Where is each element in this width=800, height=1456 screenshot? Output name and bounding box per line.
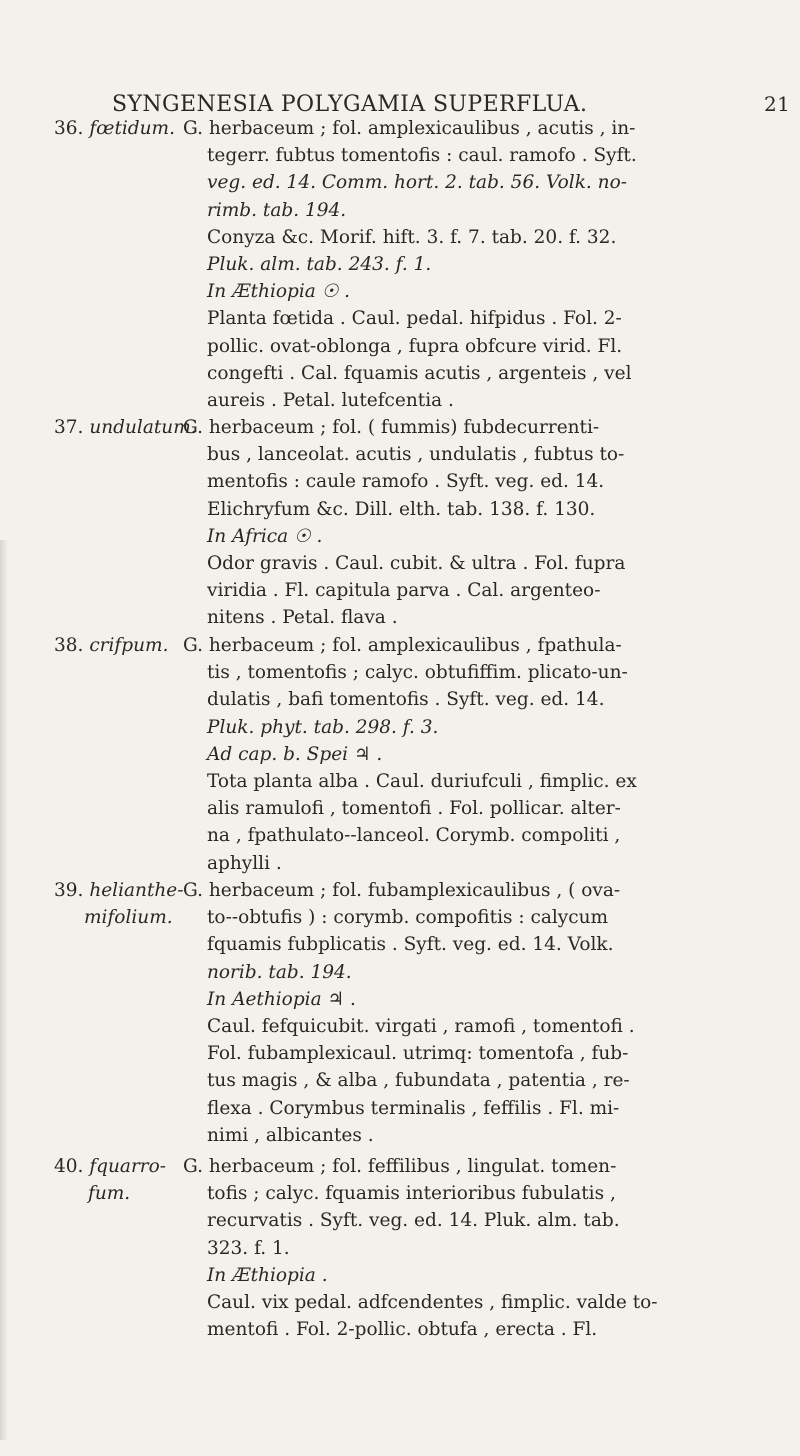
entry-label [54, 1153, 204, 1180]
species-epithet: fœtidum. [89, 118, 175, 139]
entry-number: 37. [54, 417, 84, 438]
entry-number: 38. [54, 635, 84, 656]
text-line: tofis ; calyc. fquamis interioribus fubulatis , [207, 1183, 616, 1205]
text-line: In Æthiopia . [207, 1264, 328, 1286]
text-line: Pluk. phyt. tab. 298. f. 3. [207, 716, 439, 738]
entry-text [183, 115, 783, 414]
text-line: tis , tomentofis ; calyc. obtufiffim. plicato-un- [207, 662, 628, 684]
text-line: Caul. fefquicubit. virgati , ramofi , tomentofi . [207, 1015, 635, 1037]
text-line: fquamis fubplicatis . Syft. veg. ed. 14. Volk. [207, 934, 614, 956]
text-line: pollic. ovat-oblonga , fupra obfcure virid. Fl. [207, 335, 623, 357]
entry-text [183, 632, 783, 877]
entry-text [183, 1153, 783, 1343]
page-edge-shadow [0, 540, 8, 1440]
text-line: Tota planta alba . Caul. duriufculi , fimplic. ex [207, 770, 637, 792]
text-line: In Æthiopia ☉ . [207, 281, 351, 303]
entry-number: 36. [54, 118, 84, 139]
text-line: Elichryfum &c. Dill. elth. tab. 138. f. 130. [207, 498, 596, 520]
text-line: G. herbaceum ; fol. fubamplexicaulibus , ( ova- [183, 880, 621, 901]
page-number: 21 [764, 92, 791, 116]
text-line: flexa . Corymbus terminalis , feffilis . Fl. mi- [207, 1097, 620, 1119]
species-epithet-continued: fum. [88, 1183, 131, 1204]
text-line: Planta fœtida . Caul. pedal. hifpidus . Fol. 2- [207, 308, 622, 330]
text-line: mentofi . Fol. 2-pollic. obtufa , erecta . Fl. [207, 1319, 598, 1341]
text-line: to--obtufis ) : corymb. compofitis : calycum [207, 907, 609, 929]
text-line: Conyza &c. Morif. hift. 3. f. 7. tab. 20. f. 32. [207, 226, 617, 248]
text-line: Pluk. alm. tab. 243. f. 1. [207, 253, 432, 275]
text-line: rimb. tab. 194. [207, 199, 347, 221]
entry-label [54, 632, 204, 659]
entry-text [183, 877, 783, 1149]
text-line: aphylli . [207, 852, 282, 874]
text-line: mentofis : caule ramofo . Syft. veg. ed. 14. [207, 471, 605, 493]
text-line: In Aethiopia ♃ . [207, 988, 356, 1010]
entry-number: 40. [54, 1156, 84, 1177]
text-line: norib. tab. 194. [207, 961, 352, 983]
species-epithet: crifpum. [89, 635, 169, 656]
text-line: G. herbaceum ; fol. ( fummis) fubdecurrenti- [183, 417, 600, 438]
text-line: na , fpathulato--lanceol. Corymb. compoliti , [207, 825, 621, 847]
running-title: SYNGENESIA POLYGAMIA SUPERFLUA. [112, 92, 588, 117]
text-line: Odor gravis . Caul. cubit. & ultra . Fol. fupra [207, 552, 626, 574]
entry-number: 39. [54, 880, 84, 901]
text-line: Caul. vix pedal. adfcendentes , fimplic. valde to- [207, 1291, 658, 1313]
text-line: recurvatis . Syft. veg. ed. 14. Pluk. alm. tab. [207, 1210, 620, 1232]
text-line: nimi , albicantes . [207, 1124, 374, 1146]
text-line: viridia . Fl. capitula parva . Cal. argenteo- [207, 580, 601, 602]
species-epithet: helianthe- [89, 880, 184, 901]
text-line: In Africa ☉ . [207, 525, 323, 547]
text-line: G. herbaceum ; fol. amplexicaulibus , fpathula- [183, 635, 622, 656]
text-line: nitens . Petal. flava . [207, 607, 398, 629]
text-line: tus magis , & alba , fubundata , patentia , re- [207, 1070, 630, 1092]
text-line: Ad cap. b. Spei ♃ . [207, 743, 383, 765]
text-line: tegerr. fubtus tomentofis : caul. ramofo . Syft. [207, 145, 637, 167]
entry-label [54, 115, 204, 142]
species-epithet: fquarro- [89, 1156, 167, 1177]
text-line: veg. ed. 14. Comm. hort. 2. tab. 56. Volk. no- [207, 172, 627, 194]
species-epithet-continued: mifolium. [84, 907, 173, 928]
text-line: bus , lanceolat. acutis , undulatis , fubtus to- [207, 444, 625, 466]
entry-label [54, 877, 204, 904]
text-line: Fol. fubamplexicaul. utrimq: tomentofa , fub- [207, 1043, 629, 1065]
text-line: aureis . Petal. lutefcentia . [207, 389, 454, 411]
text-line: dulatis , bafi tomentofis . Syft. veg. ed. 14. [207, 689, 605, 711]
entry-label [54, 414, 204, 441]
text-line: 323. f. 1. [207, 1237, 290, 1259]
text-line: alis ramulofi , tomentofi . Fol. pollicar. alter- [207, 798, 621, 820]
species-epithet: undulatum. [89, 417, 197, 438]
entry-text [183, 414, 783, 632]
text-line: G. herbaceum ; fol. feffilibus , lingulat. tomen- [183, 1156, 617, 1177]
running-head [112, 92, 791, 117]
text-line: G. herbaceum ; fol. amplexicaulibus , acutis , in- [183, 118, 636, 139]
text-line: congefti . Cal. fquamis acutis , argenteis , vel [207, 362, 632, 384]
